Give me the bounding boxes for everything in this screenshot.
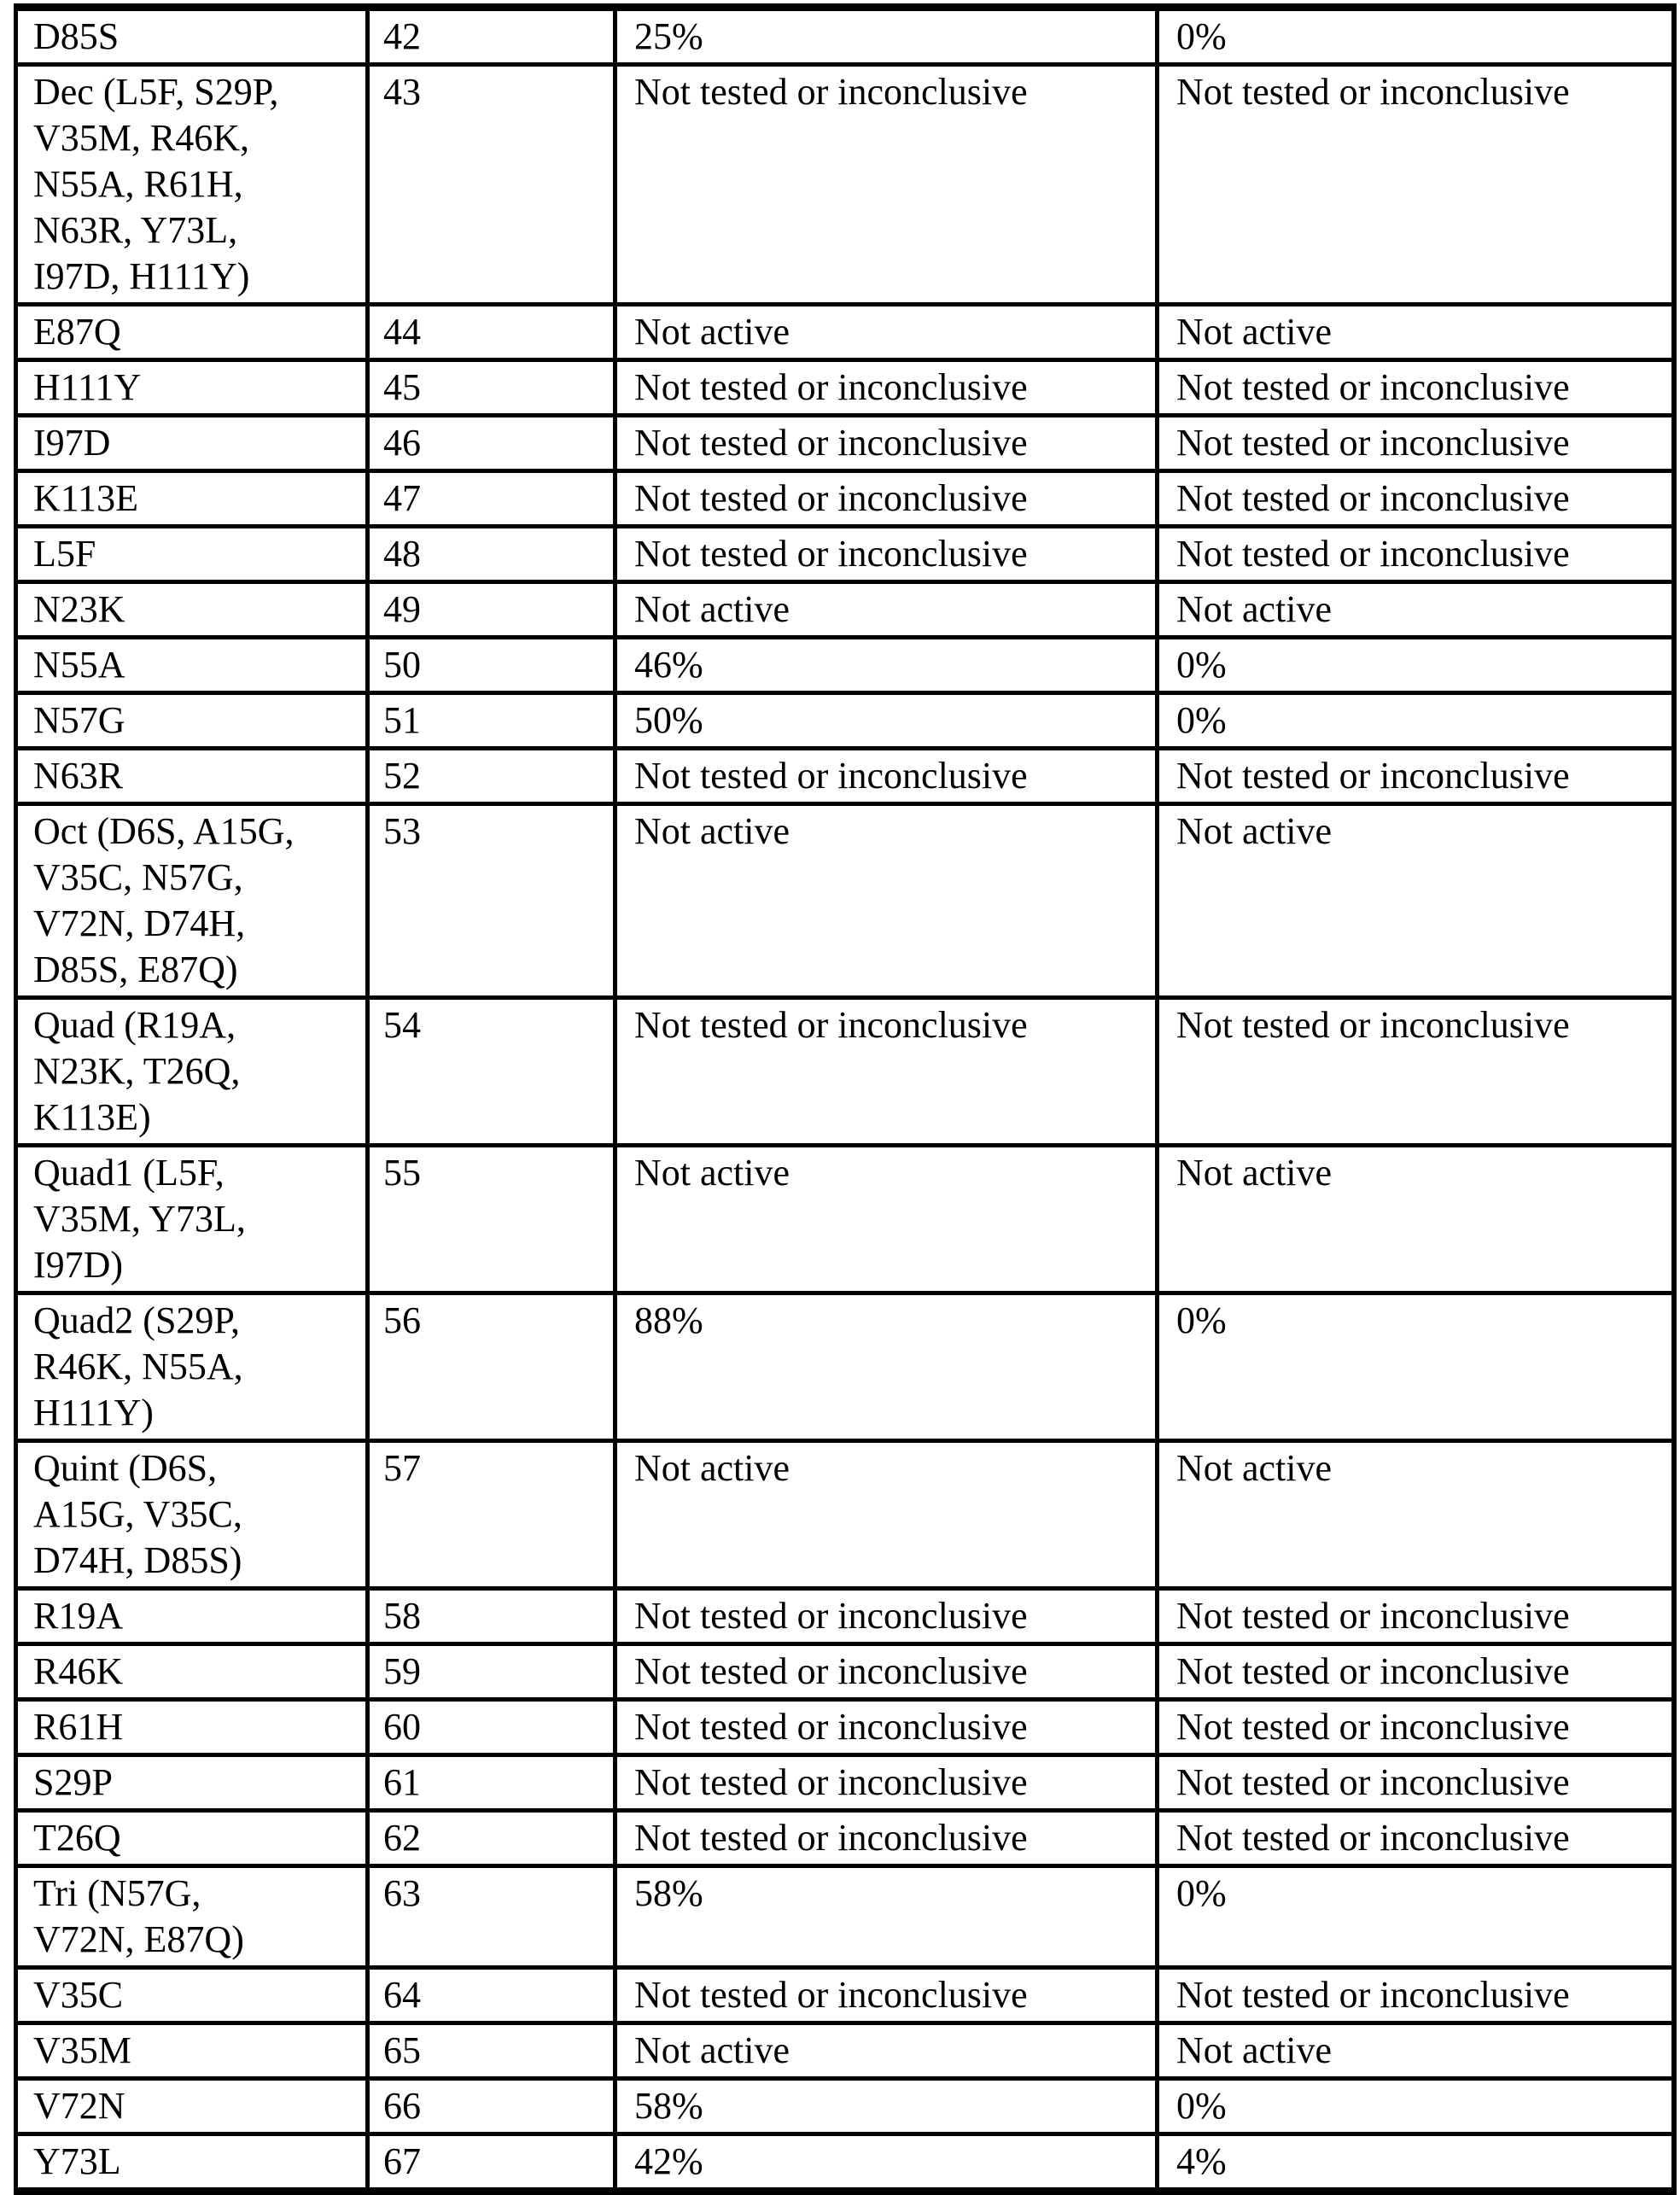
table-row [16, 638, 1674, 693]
table-row [16, 1755, 1674, 1811]
result-b-cell: 0% [1158, 693, 1674, 749]
result-a-cell: Not tested or inconclusive [615, 65, 1158, 305]
result-a-cell: Not tested or inconclusive [615, 1968, 1158, 2023]
table-row [16, 65, 1674, 305]
result-a-cell: Not active [615, 804, 1158, 998]
result-b-cell: 0% [1158, 638, 1674, 693]
document-page [0, 3, 1680, 2187]
seq-id-cell: 47 [368, 471, 615, 527]
mutation-cell: Tri (N57G, V72N, E87Q) [16, 1866, 368, 1968]
result-b-cell: Not tested or inconclusive [1158, 1700, 1674, 1755]
seq-id-cell: 48 [368, 527, 615, 582]
mutation-cell: T26Q [16, 1811, 368, 1866]
mutation-cell: Quad (R19A, N23K, T26Q, K113E) [16, 998, 368, 1146]
table-row [16, 2023, 1674, 2079]
result-b-cell: Not active [1158, 582, 1674, 638]
seq-id-cell: 64 [368, 1968, 615, 2023]
result-b-cell: Not active [1158, 2023, 1674, 2079]
result-a-cell: Not tested or inconclusive [615, 998, 1158, 1146]
result-b-cell: 0% [1158, 1293, 1674, 1441]
table-row [16, 8, 1674, 65]
seq-id-cell: 58 [368, 1589, 615, 1644]
seq-id-cell: 46 [368, 416, 615, 471]
seq-id-cell: 56 [368, 1293, 615, 1441]
table-row [16, 582, 1674, 638]
result-b-cell: Not active [1158, 305, 1674, 360]
result-b-cell: 0% [1158, 8, 1674, 65]
seq-id-cell: 50 [368, 638, 615, 693]
seq-id-cell: 51 [368, 693, 615, 749]
seq-id-cell: 61 [368, 1755, 615, 1811]
result-a-cell: Not tested or inconclusive [615, 1644, 1158, 1700]
seq-id-cell: 55 [368, 1146, 615, 1293]
seq-id-cell: 52 [368, 749, 615, 804]
result-a-cell: Not tested or inconclusive [615, 416, 1158, 471]
result-a-cell: 58% [615, 1866, 1158, 1968]
result-b-cell: 4% [1158, 2134, 1674, 2192]
result-a-cell: 88% [615, 1293, 1158, 1441]
table-row [16, 527, 1674, 582]
table-row [16, 1644, 1674, 1700]
result-a-cell: Not active [615, 1441, 1158, 1589]
table-row [16, 693, 1674, 749]
result-a-cell: Not active [615, 305, 1158, 360]
result-b-cell: Not tested or inconclusive [1158, 360, 1674, 416]
result-a-cell: Not tested or inconclusive [615, 1700, 1158, 1755]
mutation-cell: Quad1 (L5F, V35M, Y73L, I97D) [16, 1146, 368, 1293]
table-row [16, 1293, 1674, 1441]
mutation-cell: L5F [16, 527, 368, 582]
result-a-cell: 50% [615, 693, 1158, 749]
table-row [16, 2079, 1674, 2134]
result-a-cell: 42% [615, 2134, 1158, 2192]
seq-id-cell: 62 [368, 1811, 615, 1866]
mutation-cell: V72N [16, 2079, 368, 2134]
mutation-cell: V35C [16, 1968, 368, 2023]
mutation-cell: D85S [16, 8, 368, 65]
mutation-cell: Y73L [16, 2134, 368, 2192]
seq-id-cell: 59 [368, 1644, 615, 1700]
result-b-cell: Not tested or inconclusive [1158, 1755, 1674, 1811]
mutation-cell: Quad2 (S29P, R46K, N55A, H111Y) [16, 1293, 368, 1441]
table-row [16, 360, 1674, 416]
mutation-cell: N55A [16, 638, 368, 693]
mutation-cell: V35M [16, 2023, 368, 2079]
seq-id-cell: 42 [368, 8, 615, 65]
seq-id-cell: 63 [368, 1866, 615, 1968]
seq-id-cell: 60 [368, 1700, 615, 1755]
table-row [16, 749, 1674, 804]
mutation-cell: R19A [16, 1589, 368, 1644]
table-row [16, 1146, 1674, 1293]
seq-id-cell: 53 [368, 804, 615, 998]
result-b-cell: Not tested or inconclusive [1158, 65, 1674, 305]
mutation-cell: H111Y [16, 360, 368, 416]
mutation-cell: N23K [16, 582, 368, 638]
result-b-cell: Not tested or inconclusive [1158, 1589, 1674, 1644]
seq-id-cell: 66 [368, 2079, 615, 2134]
result-b-cell: Not tested or inconclusive [1158, 998, 1674, 1146]
seq-id-cell: 57 [368, 1441, 615, 1589]
result-a-cell: 25% [615, 8, 1158, 65]
result-b-cell: 0% [1158, 1866, 1674, 1968]
result-a-cell: Not tested or inconclusive [615, 471, 1158, 527]
mutation-cell: N63R [16, 749, 368, 804]
mutation-cell: N57G [16, 693, 368, 749]
result-a-cell: Not tested or inconclusive [615, 527, 1158, 582]
mutation-cell: Oct (D6S, A15G, V35C, N57G, V72N, D74H, D85S, E87Q) [16, 804, 368, 998]
table-row [16, 2134, 1674, 2192]
seq-id-cell: 65 [368, 2023, 615, 2079]
result-a-cell: Not active [615, 1146, 1158, 1293]
mutation-cell: R61H [16, 1700, 368, 1755]
result-a-cell: Not tested or inconclusive [615, 1811, 1158, 1866]
table-row [16, 1968, 1674, 2023]
table-row [16, 804, 1674, 998]
result-a-cell: Not active [615, 582, 1158, 638]
result-b-cell: Not active [1158, 1441, 1674, 1589]
mutation-cell: I97D [16, 416, 368, 471]
seq-id-cell: 49 [368, 582, 615, 638]
result-b-cell: 0% [1158, 2079, 1674, 2134]
table-row [16, 1700, 1674, 1755]
mutant-activity-table [14, 3, 1677, 2195]
result-b-cell: Not tested or inconclusive [1158, 527, 1674, 582]
result-a-cell: Not tested or inconclusive [615, 360, 1158, 416]
table-row [16, 1589, 1674, 1644]
mutation-cell: Dec (L5F, S29P, V35M, R46K, N55A, R61H, N63R, Y73L, I97D, H111Y) [16, 65, 368, 305]
result-b-cell: Not tested or inconclusive [1158, 1644, 1674, 1700]
seq-id-cell: 54 [368, 998, 615, 1146]
mutation-cell: Quint (D6S, A15G, V35C, D74H, D85S) [16, 1441, 368, 1589]
table-row [16, 471, 1674, 527]
table-row [16, 416, 1674, 471]
mutation-cell: K113E [16, 471, 368, 527]
table-row [16, 1441, 1674, 1589]
table-row [16, 1866, 1674, 1968]
result-a-cell: 58% [615, 2079, 1158, 2134]
seq-id-cell: 67 [368, 2134, 615, 2192]
result-a-cell: Not tested or inconclusive [615, 1589, 1158, 1644]
table-row [16, 305, 1674, 360]
table-row [16, 1811, 1674, 1866]
result-b-cell: Not tested or inconclusive [1158, 471, 1674, 527]
mutation-cell: S29P [16, 1755, 368, 1811]
result-a-cell: Not active [615, 2023, 1158, 2079]
result-b-cell: Not tested or inconclusive [1158, 416, 1674, 471]
seq-id-cell: 43 [368, 65, 615, 305]
result-b-cell: Not active [1158, 1146, 1674, 1293]
result-b-cell: Not tested or inconclusive [1158, 1968, 1674, 2023]
result-a-cell: Not tested or inconclusive [615, 1755, 1158, 1811]
mutation-cell: E87Q [16, 305, 368, 360]
result-a-cell: 46% [615, 638, 1158, 693]
mutation-cell: R46K [16, 1644, 368, 1700]
result-b-cell: Not tested or inconclusive [1158, 749, 1674, 804]
result-b-cell: Not tested or inconclusive [1158, 1811, 1674, 1866]
seq-id-cell: 45 [368, 360, 615, 416]
result-a-cell: Not tested or inconclusive [615, 749, 1158, 804]
results-table-body [16, 8, 1674, 2192]
table-row [16, 998, 1674, 1146]
seq-id-cell: 44 [368, 305, 615, 360]
result-b-cell: Not active [1158, 804, 1674, 998]
